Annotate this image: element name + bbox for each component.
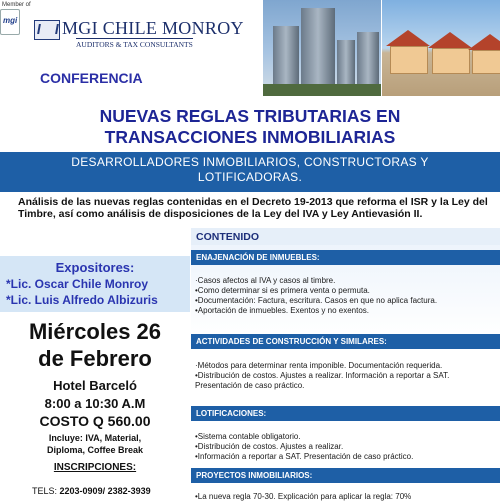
venue: Hotel Barceló (53, 378, 137, 393)
speaker-1: *Lic. Oscar Chile Monroy (6, 277, 149, 291)
list-item: ·Métodos para determinar renta imponible. Documentación requerida. (195, 361, 443, 370)
section-heading-lotificaciones: LOTIFICACIONES: (191, 406, 500, 421)
logo-tagline: AUDITORS & TAX CONSULTANTS (76, 40, 193, 49)
section-list-enajenacion (195, 276, 497, 316)
tels-label: TELS: (32, 486, 58, 496)
conference-label: CONFERENCIA (40, 70, 143, 86)
audience-line-2: LOTIFICADORAS. (197, 170, 303, 184)
section-heading-construccion: ACTIVIDADES DE CONSTRUCCIÓN Y SIMILARES: (191, 334, 500, 349)
list-item: •Distribución de costos. Ajustes a realizar. (195, 442, 344, 451)
speaker-2: *Lic. Luis Alfredo Albizuris (6, 293, 158, 307)
includes-line-1: Incluye: IVA, Material, (48, 433, 142, 443)
section-heading-enajenacion: ENAJENACIÓN DE INMUEBLES: (191, 250, 500, 265)
list-item: ·Casos afectos al IVA y casos al timbre. (195, 276, 336, 285)
logo-name: MGI CHILE MONROY (62, 18, 244, 38)
list-item: •Sistema contable obligatorio. (195, 432, 301, 441)
phone-numbers (32, 486, 151, 496)
list-item: •La nueva regla 70-30. Explicación para aplicar la regla: 70% (195, 492, 412, 501)
title-line-2: TRANSACCIONES INMOBILIARIAS (104, 127, 396, 147)
speakers-label: Expositores: (55, 260, 135, 275)
city-buildings-photo (263, 0, 381, 96)
audience-line-1: DESARROLLADORES INMOBILIARIOS, CONSTRUCTORAS Y (71, 155, 429, 169)
member-of-label: Member of (2, 2, 31, 8)
event-date (0, 318, 190, 372)
date-line-2: de Febrero (38, 346, 152, 371)
cost-includes (0, 432, 190, 456)
section-heading-proyectos: PROYECTOS INMOBILIARIOS: (191, 468, 500, 483)
list-item: •Información a reportar a SAT. Presentación de caso práctico. (195, 452, 414, 461)
logo-mark-icon (34, 20, 60, 40)
title-line-1: NUEVAS REGLAS TRIBUTARIAS EN (99, 106, 401, 126)
list-item: •Documentación: Factura, escritura. Casos en que no aplica factura. (195, 296, 438, 305)
section-list-construccion (195, 361, 497, 391)
event-hours: 8:00 a 10:30 A.M (44, 396, 146, 411)
houses-photo (382, 0, 500, 96)
includes-line-2: Diploma, Coffee Break (46, 445, 144, 455)
list-item: •Distribución de costos. Ajustes a realizar. Información a reportar a SAT. Presentación de caso práctico. (195, 371, 450, 390)
intro-paragraph: Análisis de las nuevas reglas contenidas en el Decreto 19-2013 que reforma el ISR y la Ley del Timbre, así como análisis de disposiciones de la Ley del IVA y Ley Antievasión II. (18, 196, 488, 220)
section-list-lotificaciones (195, 432, 497, 462)
registration-label: INSCRIPCIONES: (53, 462, 137, 473)
section-list-proyectos (195, 492, 497, 502)
list-item: •Como determinar si es primera venta o permuta. (195, 286, 370, 295)
main-title (0, 106, 500, 148)
company-logo (34, 18, 244, 49)
audience-text (0, 155, 500, 185)
event-cost: COSTO Q 560.00 (39, 413, 151, 429)
date-line-1: Miércoles 26 (28, 319, 162, 344)
mgi-badge-logo: mgi (0, 9, 20, 35)
list-item: •Aportación de inmuebles. Exentos y no exentos. (195, 306, 370, 315)
tels-numbers: 2203-0909/ 2382-3939 (59, 486, 151, 496)
contenido-heading: CONTENIDO (191, 228, 500, 245)
